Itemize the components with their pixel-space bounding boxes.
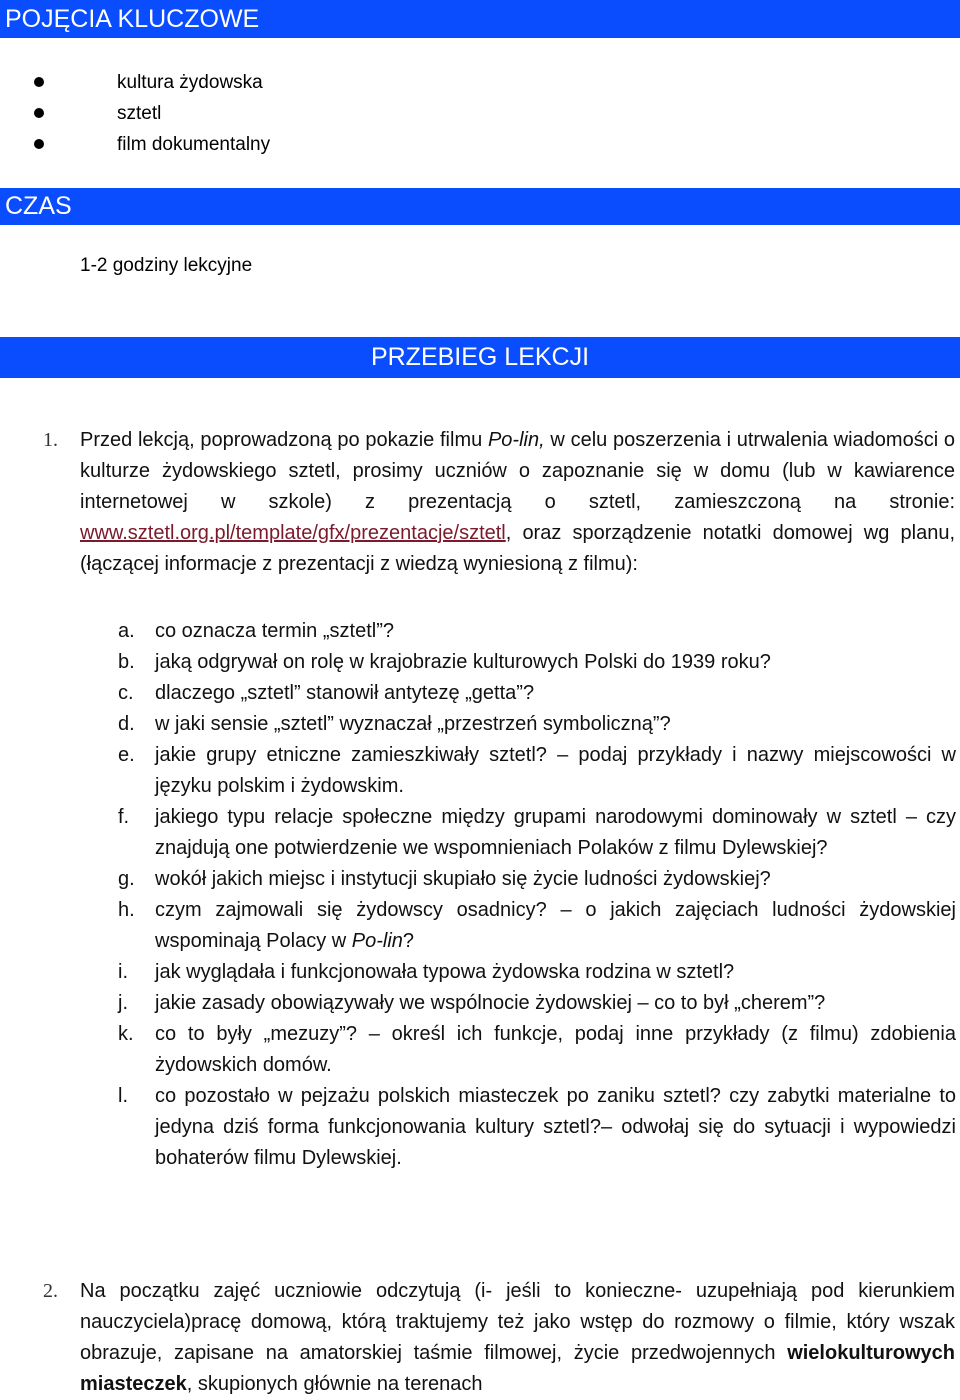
step-2-paragraph: [80, 1276, 955, 1400]
question-item: [118, 1081, 956, 1174]
list-item-text: sztetl: [117, 103, 162, 124]
section-header-time: [0, 188, 960, 225]
film-title: Po-lin: [351, 930, 403, 952]
question-letter: a.: [118, 620, 135, 642]
question-item: [118, 1019, 956, 1081]
question-item: [118, 678, 956, 709]
question-item: [118, 709, 956, 740]
question-letter: f.: [118, 806, 130, 828]
section-header-key-concepts: [0, 0, 960, 38]
question-item: [118, 957, 956, 988]
step-number: 1.: [43, 429, 58, 451]
text: , oraz sporządzenie notatki domowej wg planu, (łączącej informacje z prezentacji z wiedzą wyniesioną z filmu):: [80, 522, 955, 575]
question-text: wokół jakich miejsc i instytucji skupiało się życie ludności żydowskiej?: [155, 868, 771, 890]
film-title: Po-lin,: [487, 429, 545, 451]
question-letter: c.: [118, 682, 134, 704]
question-text: jakiego typu relacje społeczne między grupami narodowymi dominowały w sztetl – czy znajdują one potwierdzenie we wspomnieniach Polaków z filmu Dylewskiej?: [155, 806, 956, 859]
section-title: CZAS: [5, 192, 72, 220]
question-text: ?: [402, 930, 415, 952]
question-text: dlaczego „sztetl” stanowił antytezę „getta”?: [155, 682, 535, 704]
text: w celu poszerzenia i utrwalenia wiadomości o kulturze żydowskiego sztetl, prosimy uczniów o zapoznanie się w domu (lub w kawiarence internetowej w szkole) z prezentacją o sztetl, zamieszczoną na stronie:: [80, 429, 955, 513]
question-text: jaką odgrywał on rolę w krajobrazie kulturowych Polski do 1939 roku?: [155, 651, 771, 673]
section-header-lesson: [0, 337, 960, 378]
section-title: POJĘCIA KLUCZOWE: [5, 5, 260, 33]
question-text: co pozostało w pejzażu polskich miasteczek po zaniku sztetl? czy zabytki materialne to jedyna dziś forma funkcjonowania kultury sztetl?– odwołaj się do sytuacji i wypowiedzi bohaterów filmu Dylewskiej.: [155, 1085, 956, 1169]
question-letter: g.: [118, 868, 135, 890]
bullet-icon: [34, 139, 44, 149]
question-letter: i.: [118, 961, 128, 983]
question-text: jak wyglądała i funkcjonowała typowa żydowska rodzina w sztetl?: [155, 961, 735, 983]
question-item: [118, 647, 956, 678]
question-letter: l.: [118, 1085, 128, 1107]
bullet-icon: [34, 108, 44, 118]
text: Na początku zajęć uczniowie odczytują (i- jeśli to konieczne- uzupełniają pod kierunkiem nauczyciela)pracę domową, którą traktujemy też jako wstęp do rozmowy o filmie, który wszak obrazuje, zapisane na amatorskiej taśmie filmowej, życie przedwojennych: [80, 1280, 955, 1364]
question-text: czym zajmowali się żydowscy osadnicy? – o jakich zajęciach ludności żydowskiej wspominają Polacy w: [155, 899, 956, 952]
list-item: [0, 98, 270, 129]
question-item: [118, 895, 956, 957]
question-item: [118, 740, 956, 802]
question-list: [118, 616, 956, 1174]
question-letter: e.: [118, 744, 135, 766]
text: , skupionych głównie na terenach: [186, 1373, 483, 1395]
list-item: [0, 129, 270, 160]
list-item: [0, 67, 270, 98]
key-concepts-list: [0, 67, 270, 160]
question-text: jakie grupy etniczne zamieszkiwały sztetl? – podaj przykłady i nazwy miejscowości w języku polskim i żydowskim.: [155, 744, 956, 797]
text: Przed lekcją, poprowadzoną po pokazie filmu: [80, 429, 488, 451]
question-letter: k.: [118, 1023, 134, 1045]
question-text: w jaki sensie „sztetl” wyznaczał „przestrzeń symboliczną”?: [155, 713, 671, 735]
time-value: 1-2 godziny lekcyjne: [80, 255, 253, 276]
bullet-icon: [34, 77, 44, 87]
question-text: co to były „mezuzy”? – określ ich funkcje, podaj inne przykłady (z filmu) zdobienia żydowskich domów.: [155, 1023, 956, 1076]
step-1-paragraph: [80, 425, 955, 580]
question-text: co oznacza termin „sztetl”?: [155, 620, 394, 642]
step-number: 2.: [43, 1280, 58, 1302]
emphasis: wielokulturowych miasteczek: [80, 1342, 955, 1395]
section-title: PRZEBIEG LEKCJI: [370, 343, 590, 371]
question-item: [118, 864, 956, 895]
question-text: jakie zasady obowiązywały we wspólnocie żydowskiej – co to był „cherem”?: [155, 992, 826, 1014]
question-item: [118, 616, 956, 647]
question-letter: d.: [118, 713, 135, 735]
question-letter: h.: [118, 899, 135, 921]
list-item-text: film dokumentalny: [117, 134, 271, 155]
question-letter: b.: [118, 651, 135, 673]
list-item-text: kultura żydowska: [117, 72, 263, 93]
question-letter: j.: [118, 992, 128, 1014]
presentation-link[interactable]: www.sztetl.org.pl/template/gfx/prezentacje/sztetl: [80, 522, 506, 544]
question-item: [118, 802, 956, 864]
question-item: [118, 988, 956, 1019]
